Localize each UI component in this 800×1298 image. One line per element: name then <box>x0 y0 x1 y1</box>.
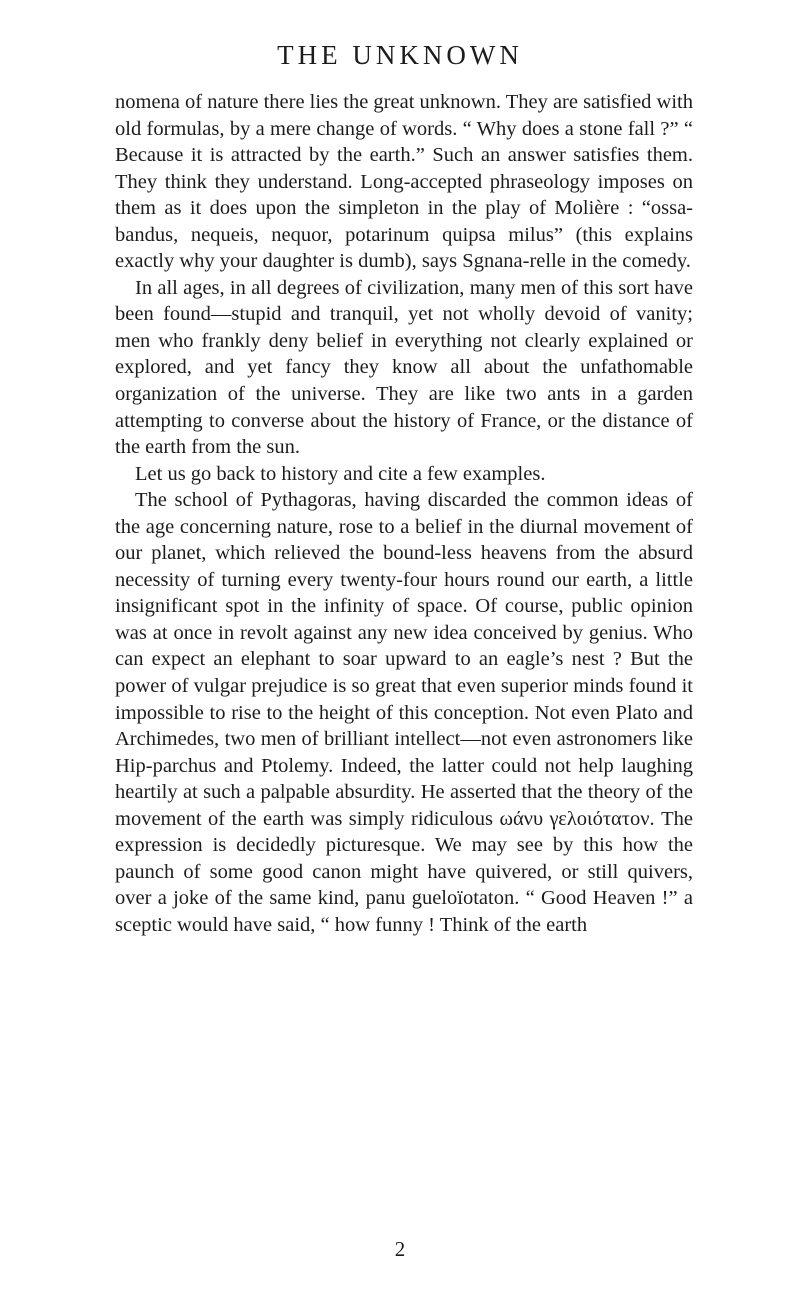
body-text <box>115 89 693 939</box>
paragraph: nomena of nature there lies the great unknown. They are satisfied with old formulas, by a mere change of words. “ Why does a stone fall ?” “ Because it is attracted by the earth.” Such an answer satisfies them. They think they understand. Long-accepted phraseology imposes on them as it does upon the simpleton in the play of Molière : “ossa-bandus, nequeis, nequor, potarinum quipsa milus” (this explains exactly why your daughter is dumb), says Sgnana-relle in the comedy. <box>115 91 693 273</box>
page-number: 2 <box>394 1237 406 1261</box>
paragraph: In all ages, in all degrees of civilization, many men of this sort have been found—stupid and tranquil, yet not wholly devoid of vanity; men who frankly deny belief in everything not clearly explained or explored, and yet fancy they know all about the unfathomable organization of the universe. They are like two ants in a garden attempting to converse about the history of France, or the distance of the earth from the sun. <box>115 276 693 459</box>
paragraph: Let us go back to history and cite a few examples. <box>135 462 546 485</box>
paragraph: The school of Pythagoras, having discarded the common ideas of the age concerning nature, rose to a belief in the diurnal movement of our planet, which relieved the bound-less heavens from the absurd necessity of turning every twenty-four hours round our earth, a little insignificant spot in the infinity of space. Of course, public opinion was at once in revolt against any new idea conceived by genius. Who can expect an elephant to soar upward to an eagle’s nest ? But the power of vulgar prejudice is so great that even superior minds found it impossible to rise to the height of this conception. Not even Plato and Archimedes, two men of brilliant intellect—not even astronomers like Hip-parchus and Ptolemy. Indeed, the latter could not help laughing heartily at such a palpable absurdity. He asserted that the theory of the movement of the earth was simply ridiculous ωάνυ γελοιότατον. The expression is decidedly picturesque. We may see by this how the paunch of some good canon might have quivered, or still quivers, over a joke of the same kind, panu gueloïotaton. “ Good Heaven !” a sceptic would have said, “ how funny ! Think of the earth <box>115 489 693 936</box>
running-head: THE UNKNOWN <box>277 40 523 70</box>
